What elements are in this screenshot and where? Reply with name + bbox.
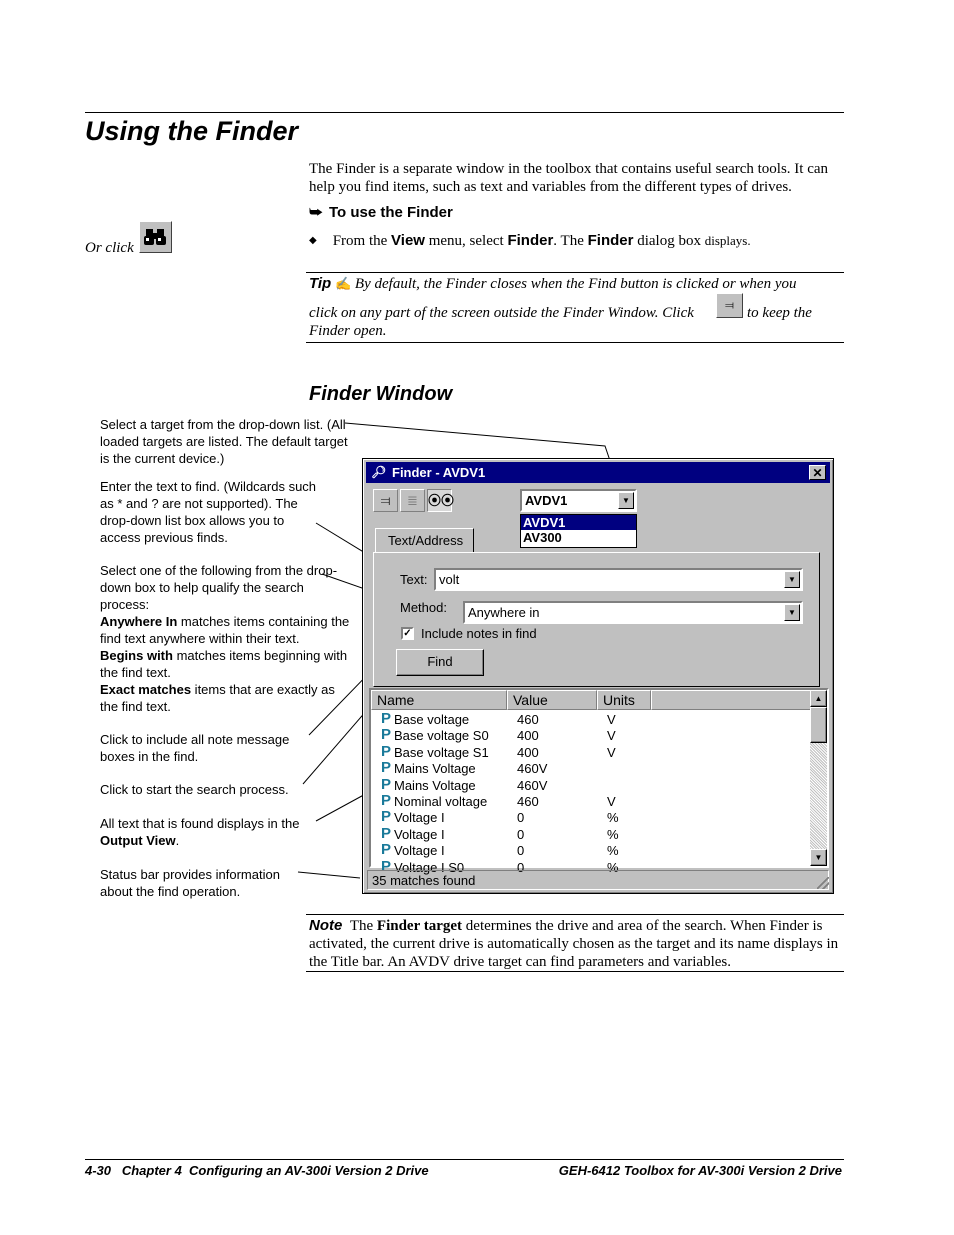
arrow-bullet-icon: ⮩ [309,204,323,221]
tip-text-2: click on any part of the screen outside the Finder Window. Click [309,305,694,321]
intro-paragraph: The Finder is a separate window in the toolbox that contains useful search tools. It can help you find items, such as text and variables from the different types of drives. [309,161,829,195]
note-bottom-rule [306,971,844,972]
result-name: Voltage I S0 [394,859,465,875]
result-name: Base voltage S0 [394,728,489,744]
result-unit: V [607,794,616,809]
result-value: 0 [517,826,525,842]
annotation-notes: Click to include all note message boxes in the find. [100,732,290,764]
chevron-down-icon[interactable]: ▼ [618,492,634,509]
result-name: Nominal voltage [394,794,488,809]
pen-tip-icon: ✍ [334,276,352,291]
annotation-begins-with: Begins with [100,648,173,663]
footer-right: GEH-6412 Toolbox for AV-300i Version 2 Drive [558,1163,842,1178]
result-name: Mains Voltage [394,761,476,777]
step-dialog-finder: Finder [587,232,634,249]
parameter-icon: P [381,710,392,727]
parameter-icon: P [381,824,392,842]
annotation-find: Click to start the search process. [100,782,289,797]
step-text-4: dialog box [633,233,705,249]
finder-window-icon: 🔎︎ [371,465,387,479]
result-name: Base voltage S1 [394,744,489,760]
section-heading: Finder Window [309,383,453,405]
note-label: Note [309,917,343,934]
method-value: Anywhere in [468,605,540,620]
tip-text-1: By default, the Finder closes when the Find button is clicked or when you [354,276,797,292]
close-button[interactable]: ✕ [809,465,826,480]
tab-text-address[interactable] [375,528,474,553]
tip-label: Tip [309,275,332,292]
note-text-1: The [349,918,377,934]
step-text-2: menu, select [424,233,508,249]
annotation-method-intro: Select one of the following from the drop-down box to help qualify the search process: [100,563,338,612]
status-text: 35 matches found [372,873,476,888]
result-name: Voltage I [394,843,445,859]
result-value: 400 [517,744,539,760]
text-value: volt [439,572,460,587]
target-options-list [520,514,637,548]
step-menu-view: View [391,232,425,249]
result-value: 460V [517,777,548,793]
result-unit: % [607,843,619,859]
finder-window [362,458,834,894]
column-header-blank [651,690,811,710]
parameter-icon: P [381,759,392,777]
annotation-target: Select a target from the drop-down list. (All loaded targets are listed. The default target is the current device.) [100,417,348,466]
note-block [309,917,844,971]
window-title: Finder - AVDV1 [392,465,486,480]
chevron-down-icon[interactable]: ▼ [784,571,800,588]
annotation-exact-matches: Exact matches [100,682,192,697]
resize-grip-icon[interactable] [817,877,829,889]
annotation-output-text: All text that is found displays in the [100,816,300,831]
annotation-status: Status bar provides information about the find operation. [100,867,280,899]
result-name: Mains Voltage [394,777,476,793]
annotation-output-end: . [175,833,180,848]
target-option[interactable]: AV300 [523,530,562,545]
find-button[interactable]: Find [396,649,484,676]
result-value: 400 [517,728,539,744]
scroll-thumb[interactable] [810,707,827,743]
column-header-units[interactable]: Units [597,690,651,710]
target-dropdown[interactable] [520,489,637,512]
result-unit: % [607,859,619,875]
result-value: 460 [517,712,539,727]
text-label: Text: [400,572,428,587]
result-value: 0 [517,859,525,875]
note-text-2: determines the drive and area of the search. When Finder is activated, the current drive is automatically chosen as the target and its name displays in the Title bar. An AVDV drive target can find parameters and variables. [309,918,839,970]
chevron-down-icon[interactable]: ▼ [784,604,800,621]
vertical-scrollbar[interactable] [810,690,827,866]
bullet-icon: ◆ [309,235,317,246]
footer-left: 4-30 Chapter 4 Configuring an AV-300i Version 2 Drive [85,1163,429,1178]
target-value: AVDV1 [525,493,568,508]
pushpin-icon: ⫤ [724,298,735,312]
list-icon: ≣ [407,493,418,508]
result-value: 0 [517,843,525,859]
step-text-5: displays. [704,233,751,248]
annotation-exact-text: items that are exactly as the find text. [100,682,335,714]
step-text-3: . The [553,233,588,249]
result-rows [371,710,811,875]
margin-note: Or click [85,240,134,256]
step-text-1: From the [332,233,392,249]
annotation-text: Enter the text to find. (Wildcards such as * and ? are not supported). The drop-down list box allows you to access previous finds. [100,479,317,545]
leader-status [298,872,360,878]
parameter-icon: P [381,841,392,859]
result-unit: V [607,728,616,744]
parameter-icon: P [381,726,392,744]
output-view [369,688,829,875]
target-option[interactable]: AVDV1 [521,515,636,530]
result-unit: % [607,826,619,842]
result-value: 460V [517,761,548,777]
tip-text-3: to keep the [747,305,812,321]
result-name: Base voltage [394,712,470,727]
method-label: Method: [400,600,447,615]
step-menu-finder: Finder [507,232,554,249]
result-name: Voltage I [394,810,445,826]
parameter-icon: P [381,792,392,809]
scroll-up-button[interactable]: ▲ [810,690,827,707]
parameter-icon: P [381,857,392,875]
text-input[interactable] [434,568,803,591]
status-bar [367,870,829,890]
pin-toolbar-button[interactable] [373,489,398,512]
annotation-anywhere-in: Anywhere In [100,614,178,629]
note-finder-target: Finder target [376,918,463,934]
tip-text-4: Finder open. [309,323,387,339]
page-title: Using the Finder [85,116,299,146]
list-toolbar-button[interactable] [400,489,425,512]
binoculars-toolbar-button[interactable] [427,489,455,512]
procedure-heading-text: To use the Finder [328,204,453,221]
title-bar [366,462,830,483]
result-value: 0 [517,810,525,826]
scroll-down-button[interactable]: ▼ [810,849,827,866]
binoculars-icon: ⦿⦿ [428,493,455,508]
column-header-name[interactable]: Name [371,690,507,710]
tab-label: Text/Address [388,533,464,548]
pushpin-icon: ⫤ [380,493,391,508]
method-dropdown[interactable] [463,601,803,624]
result-unit: V [607,744,616,760]
result-name: Voltage I [394,826,445,842]
result-unit: V [607,712,616,727]
note-top-rule [306,914,844,915]
result-unit: % [607,810,619,826]
annotation-anywhere-text: matches items containing the find text anywhere within their text. [100,614,350,646]
annotation-begins-text: matches items beginning with the find text. [100,648,348,680]
include-notes-checkbox[interactable]: ✓ [401,627,414,640]
column-header-value[interactable]: Value [507,690,597,710]
include-notes-label: Include notes in find [421,626,537,641]
parameter-icon: P [381,742,392,760]
footer-rule [85,1159,844,1160]
annotation-output-view: Output View [100,833,176,848]
parameter-icon: P [381,808,392,826]
result-value: 460 [517,794,539,809]
parameter-icon: P [381,775,392,793]
